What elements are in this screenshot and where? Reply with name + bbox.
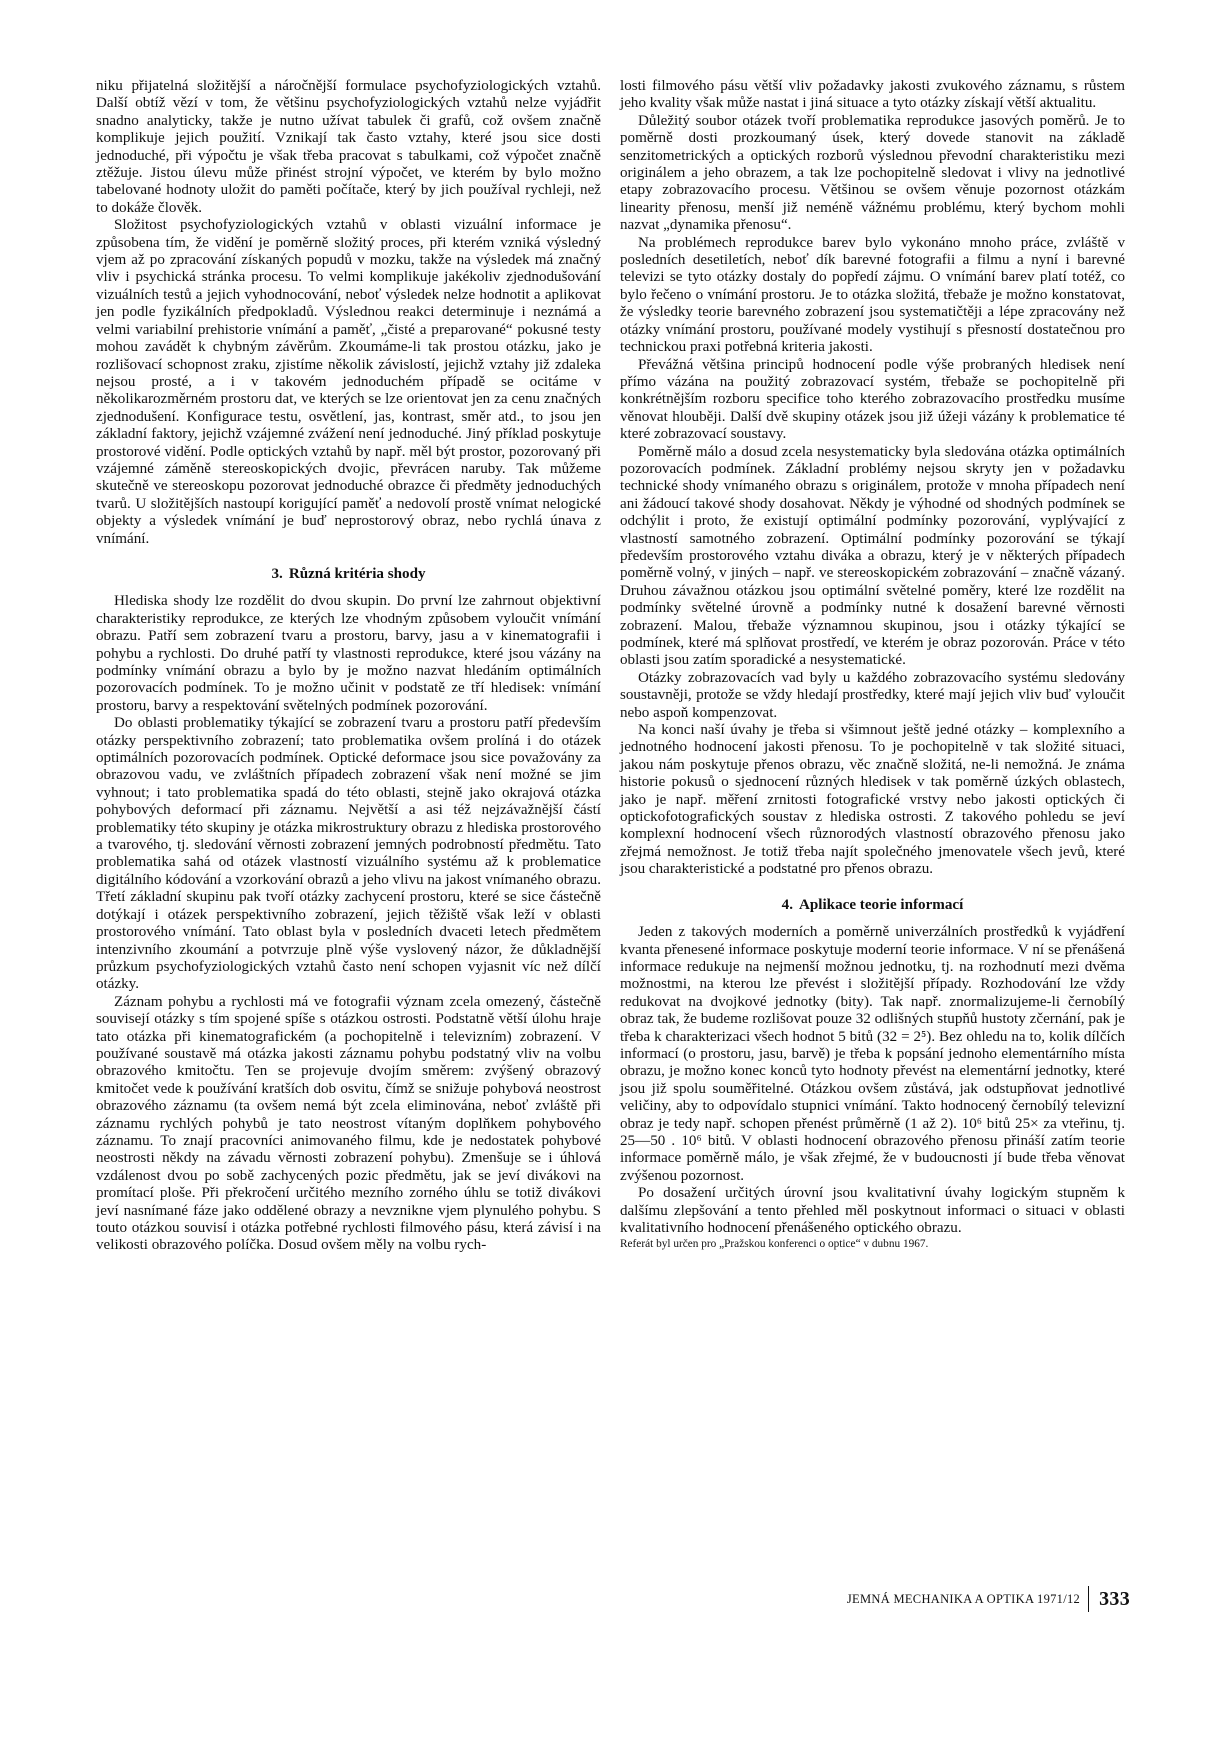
page-number: 333 bbox=[1099, 1587, 1130, 1610]
paragraph: Převážná většina principů hodnocení podle výše probraných hledisek není přímo vázána na použitý zobrazovací systém, třebaže se pochopitelně při konkrétnějším rozboru specifice toho kterého zobrazovacího prostředku musíme věnovat hlouběji. Další dvě skupiny otázek jsou již úžeji vázány k problematice té které zobrazovací soustavy. bbox=[620, 356, 1125, 443]
section-title: Aplikace teorie informací bbox=[799, 896, 964, 913]
footnote: Referát byl určen pro „Pražskou konferenci o optice“ v dubnu 1967. bbox=[620, 1238, 929, 1251]
paragraph: Jeden z takových moderních a poměrně univerzálních prostředků k vyjádření kvanta přenesené informace poskytuje moderní teorie informace. V ní se přenášená informace redukuje na nejmenší možnou jednotku, tj. na rozhodnutí mezi dvěma možnostmi, na kterou lze převést i složitější případy. Rozhodování lze vždy redukovat na dvojkové jednotky (bity). Tak např. znormalizujeme-li černobílý obraz tak, že budeme rozlišovat pouze 32 odlišných stupňů hustoty zčernání, pak je třeba k charakterizaci všech hodnot 5 bitů (32 = 2⁵). Bez ohledu na to, kolik dílčích informací (o prostoru, jasu, barvě) je třeba k popsání jednoho elementárního místa obrazu, je možno konec konců tyto hodnoty převést na elementární jednotky, které jsou již spolu souměřitelné. Otázkou ovšem zůstává, jak odstupňovat jednotlivé veličiny, aby to odpovídalo stupnici vnímání. Takto hodnocený černobílý televizní obraz je tedy např. schopen přenést průměrně (1 až 2). 10⁶ bitů 25× za vteřinu, tj. 25—50 . 10⁶ bitů. V oblasti hodnocení obrazového přenosu přináší zatím teorie informace poměrně málo, je však zřejmé, že v budoucnosti jí bude třeba věnovat zvýšenou pozornost. bbox=[620, 924, 1125, 1184]
paragraph: Hlediska shody lze rozdělit do dvou skupin. Do první lze zahrnout objektivní charakteristiky reprodukce, ze kterých lze vhodným způsobem vyloučit vnímání obrazu. Patří sem zobrazení tvaru a prostoru, barvy, jasu a v kinematografii i pohybu a rychlosti. Do druhé patří ty vlastnosti reprodukce, které jsou vázány na podmínky vnímání obrazu a bylo by je možno nazvat hledáním optimálních pozorovacích podmínek. To je možno učinit v podstatě ze tří hledisek: vnímání prostoru, barvy a respektování světelných podmínek pozorování. bbox=[96, 593, 601, 714]
right-column bbox=[620, 78, 1125, 1251]
paragraph: niku přijatelná složitější a náročnější formulace psychofyziologických vztahů. Další obtíž vězí v tom, že většinu psychofyziologických vztahů nelze vyjádřit snadno analyticky, takže je nutno užívat tabulek či grafů, což ovšem značně komplikuje jejich použití. Vznikají tak často vztahy, které jsou sice dosti jednoduché, při výpočtu je však třeba pracovat s tabulkami, což výpočet značně ztěžuje. Jistou úlevu může přinést strojní výpočet, ve kterém by bylo možno tabelované hodnoty uložit do paměti počítače, který by jich používal rychleji, než to dokáže člověk. bbox=[96, 78, 601, 216]
page-footer bbox=[800, 1585, 1130, 1613]
footer-divider bbox=[1088, 1586, 1089, 1612]
section-number: 3. bbox=[271, 565, 283, 582]
paragraph: Do oblasti problematiky týkající se zobrazení tvaru a prostoru patří především otázky perspektivního zobrazení; tato problematika ovšem prolíná i do otázek optimálních pozorovacích podmínek. Optické deformace jsou sice považovány za obrazovou vadu, ve zvláštních případech zobrazení však není možné se jim vyhnout; i tato problematika spadá do této oblasti, stejně jako okrajová otázka pohybových deformací při záznamu. Největší a asi též nejzávažnější částí problematiky této skupiny je otázka mikrostruktury obrazu z hlediska prostorového a tvarového, tj. sledování věrnosti zobrazení jemných podrobností předmětu. Tato problematika sahá od otázek vlastností vizuálního systému až k problematice digitálního kódování a vzorkování obrazů a jeho vlivu na jakost vnímaného obrazu. Třetí základní skupinu pak tvoří otázky zachycení prostoru, které se sice částečně dotýkají i otázek perspektivního zobrazení, jejich těžiště však leží v oblasti prostorového vnímání. Tato oblast byla v posledních dvaceti letech předmětem intenzivního zkoumání a potvrzuje plně výše vyslovený názor, že důkladnější průzkum psychofyziologických vztahů často není schopen vyjasnit víc než dílčí otázky. bbox=[96, 715, 601, 993]
paragraph: Záznam pohybu a rychlosti má ve fotografii význam zcela omezený, částečně souvisejí otázky s tím spojené spíše s otázkou ostrosti. Podstatně větší úlohu hraje tato otázka při kinematografickém (a pochopitelně i televizním) zobrazení. V používané soustavě má otázka jakosti záznamu pohybu podstatný vliv na volbu obrazového kmitočtu. Ten se projevuje dvojím směrem: zvýšený obrazový kmitočet vede k používání kratších dob osvitu, čímž se snižuje pohybová neostrost obrazového záznamu (ta ovšem nemá být zcela eliminována, neboť zvláště při záznamu rychlých pohybů je tato neostrost vítaným doplňkem pohybového záznamu. To znají pracovníci animovaného filmu, kde je nedostatek pohybové neostrosti někdy na závadu věrnosti zobrazení pohybu). Zmenšuje se i úhlová vzdálenost dvou po sobě zachycených pozic předmětu, jak se jeví divákovi na promítací ploše. Při překročení určitého mezního zorného úhlu se totiž divákovi jeví nasnímané fáze jako oddělené obrazy a nevznikne vjem plynulého pohybu. S touto otázkou souvisí i otázka potřebné rychlosti filmového pásu, která závisí i na velikosti obrazového políčka. Dosud ovšem měly na volbu rych- bbox=[96, 993, 601, 1254]
paragraph: Na problémech reprodukce barev bylo vykonáno mnoho práce, zvláště v posledních desetiletích, neboť dík barevné fotografii a filmu a nyní i barevné televizi se tyto otázky dostaly do popředí zájmu. O vnímání barev platí totéž, co bylo řečeno o vnímání prostoru. Je to otázka složitá, třebaže je možno konstatovat, že výsledky teorie barevného zobrazení jsou systematičtěji a lépe zpracovány než otázky vnímání prostoru, používané modely vystihují s přesností dostatečnou pro technickou praxi potřebná kriteria jakosti. bbox=[620, 234, 1125, 356]
section-title: Různá kritéria shody bbox=[288, 565, 426, 582]
section-heading-4 bbox=[620, 897, 1125, 914]
section-number: 4. bbox=[781, 896, 793, 913]
paragraph: Složitost psychofyziologických vztahů v oblasti vizuální informace je způsobena tím, že vidění je poměrně složitý proces, při kterém vzniká výsledný vjem až po zpracování získaných popudů v mozku, takže na výsledek má značný vliv i psychická stránka procesu. To velmi komplikuje jakékoliv zjednodušování vizuálních testů a jejich vyhodnocování, neboť výsledek nelze hodnotit a aplikovat jen podle fyzikálních předpokladů. Výslednou reakci determinuje i neznámá a velmi variabilní prehistorie vnímání a paměť, „čisté a preparované“ pokusné testy mohou zavádět k chybným závěrům. Zkoumáme-li tak prostou otázku, jako je rozlišovací schopnost zraku, zjistíme několik závislostí, jejichž vztahy již zdaleka nejsou prosté, a i v takovém jednoduchém případě se ocitáme v několikarozměrném prostoru dat, ve kterých se lze orientovat jen za cenu značných zjednodušení. Konfigurace testu, osvětlení, jas, kontrast, směr atd., to jsou jen základní faktory, jejichž vzájemné zvážení není jednoduché. Jiný příklad poskytuje prostorové vidění. Podle optických vztahů by např. měl být prostor, pozorovaný při vzájemné záměně stereoskopických dvojic, převrácen naruby. Tak můžeme skutečně ve stereoskopu pozorovat jednoduché obrazce či předměty jednoduchých tvarů. U složitějších nastoupí korigující paměť a nedovolí prostě vnímat nelogické objekty a výsledek vnímání je buď neprostorový obraz, nebo rychlá únava z vnímání. bbox=[96, 217, 601, 547]
paragraph: Na konci naší úvahy je třeba si všimnout ještě jedné otázky – komplexního a jednotného hodnocení jakosti přenosu. To je pochopitelně v tak složité situaci, jakou nám poskytuje přenos obrazu, věc značně složitá, ne-li nemožná. Je známa historie pokusů o sjednocení různých hledisek v tak poměrně úzkých oblastech, jako je např. měření zrnitosti fotografické vrstvy nebo jakosti optických či optickofotografických soustav z hlediska ostrosti. Z takového pohledu se jeví komplexní hodnocení všech různorodých vlastností obrazového přenosu jako zřejmá nemožnost. Je totiž třeba najít společného jmenovatele všech jevů, které jsou charakteristické a podstatné pro přenos obrazu. bbox=[620, 722, 1125, 878]
paragraph: losti filmového pásu větší vliv požadavky jakosti zvukového záznamu, s růstem jeho kvality však může nastat i jiná situace a tyto otázky získají větší aktualitu. bbox=[620, 78, 1125, 112]
paragraph: Po dosažení určitých úrovní jsou kvalitativní úvahy logickým stupněm k dalšímu zlepšování a tento přehled měl poskytnout informaci o situaci v oblasti kvalitativního hodnocení přenášeného optického obrazu. bbox=[620, 1185, 1125, 1236]
paragraph: Důležitý soubor otázek tvoří problematika reprodukce jasových poměrů. Je to poměrně dosti prozkoumaný úsek, který dovede stanovit na základě senzitometrických a optických rozborů výslednou převodní charakteristiku mezi originálem a jeho obrazem, a tak lze pochopitelně sledovat i vlivy na jednotlivé etapy zobrazovacího procesu. Většinou se ovšem věnuje pozornost otázkám linearity přenosu, menší již neméně vážnému problému, který bychom mohli nazvat „dynamika přenosu“. bbox=[620, 112, 1125, 234]
section-heading-3 bbox=[96, 566, 601, 583]
left-column bbox=[96, 78, 601, 1255]
journal-title: JEMNÁ MECHANIKA A OPTIKA 1971/12 bbox=[846, 1591, 1081, 1606]
paragraph: Poměrně málo a dosud zcela nesystematicky byla sledována otázka optimálních pozorovacích podmínek. Základní problémy nejsou skryty jen v požadavku technické shody vnímaného obrazu s originálem, protože v mnoha případech není ani žádoucí takové shody dosahovat. Někdy je výhodné od shodných podmínek se odchýlit i proto, že existují optimální podmínky pozorování, vyplývající z vlastností samotného zobrazení. Optimální podmínky pozorování se týkají především prostorového vztahu diváka a obrazu, který je v některých případech poměrně volný, v jiných – např. ve stereoskopickém zobrazování – značně vázaný. Druhou závažnou otázkou jsou optimální světelné poměry, které lze rozdělit na podmínky světelné úrovně a podmínky nutné k dosažení barevné věrnosti zobrazení. Malou, třebaže významnou skupinou, jsou i otázky týkající se podmínek, které má splňovat prostředí, ve kterém je obraz pozorován. Práce v této oblasti jsou zatím sporadické a nesystematické. bbox=[620, 443, 1125, 669]
paragraph: Otázky zobrazovacích vad byly u každého zobrazovacího systému sledovány soustavněji, protože se vždy hledají prostředky, které mají jejich vliv buď vyloučit nebo aspoň kompenzovat. bbox=[620, 669, 1125, 721]
